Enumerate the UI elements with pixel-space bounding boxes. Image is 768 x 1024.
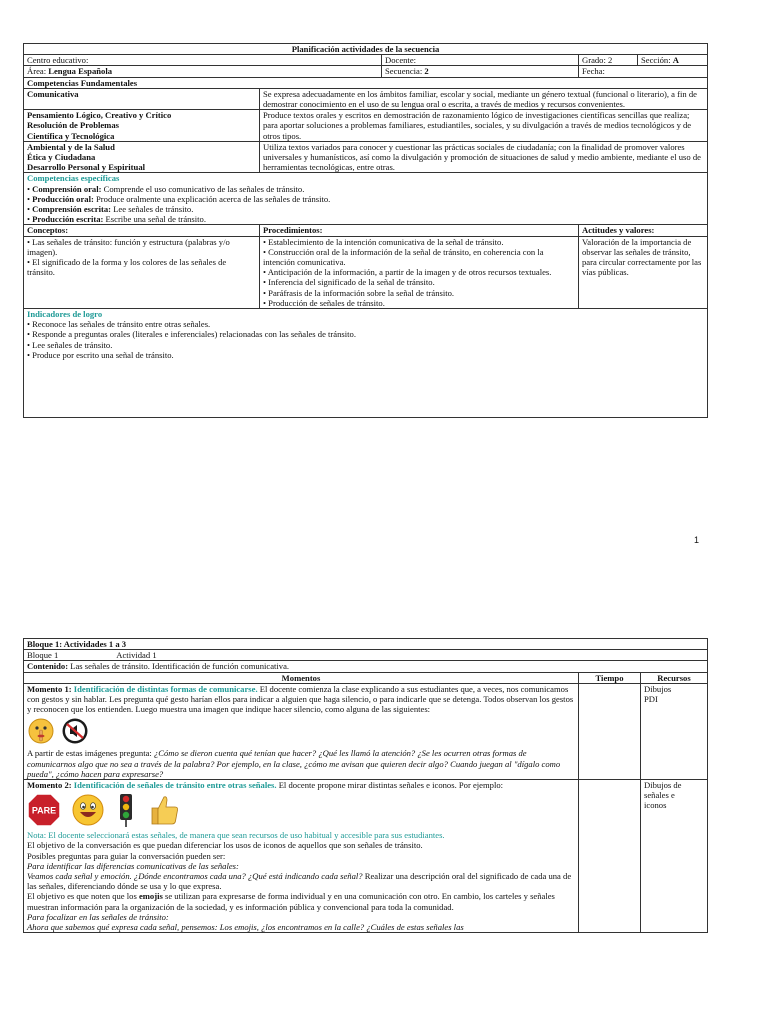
centro-educativo: Centro educativo:: [24, 55, 382, 66]
conceptos-list: • Las señales de tránsito: función y estructura (palabras y/o imagen). • El significado de la forma y los colores de las señales de tránsito.: [24, 236, 260, 308]
momento-2: Momento 2: Identificación de señales de tránsito entre otras señales. El docente propone mirar distintas señales e iconos. Por ejemplo: PARE Nota: El docente seleccionará estas señales, de manera que sean recursos de uso habitual y accesible para sus estudiantes. El objetivo de la conversación es que puedan diferenciar los usos de iconos de aquellos que son señales de tránsito. Posibles preguntas para guiar la conversación pueden ser: Para identificar las diferencias comunicativas de las señales: Veamos cada señal y emoción. ¿Dónde encontramos cada una? ¿Qué está indicando cada señal? Realizar una descripción oral del significado de cada una de las señales, diferenciando dónde se usa y lo que expresa. El objetivo es que noten que los emojis se utilizan para expresarse de forma individual y en una comunicación con otro. En cambio, los carteles y señales muestran información para la organización de la sociedad, y es información pública y convencional para toda la comunidad. Para focalizar en las señales de tránsito: Ahora que sabemos qué expresa cada señal, pensemos: Los emojis, ¿los encontramos en la calle? ¿Cuáles de estas señales las: [24, 780, 579, 933]
momento-1-recursos: Dibujos PDI: [641, 683, 708, 779]
procedimientos-heading: Procedimientos:: [260, 225, 579, 236]
momentos-heading: Momentos: [24, 672, 579, 683]
momento-2-recursos: Dibujos de señales e iconos: [641, 780, 708, 933]
tiempo-heading: Tiempo: [579, 672, 641, 683]
signals-images: [27, 790, 575, 830]
silence-images: [27, 714, 575, 748]
competencia-desc: Se expresa adecuadamente en los ámbitos familiar, escolar y social, mediante un género textual (funcional o literario), a fin de demostrar conocimiento en el uso de su lengua oral o escrita, a través de medios y recursos convenientes.: [260, 88, 708, 109]
stop-sign-text: PARE: [31, 805, 57, 816]
nota: Nota: El docente seleccionará estas señales, de manera que sean recursos de uso habitual y accesible para sus estudiantes.: [27, 830, 445, 841]
competencia-desc: Utiliza textos variados para conocer y cuestionar las prácticas sociales de ciudadanía; con la finalidad de promover valores universales y humanísticos, así como la divulgación y promoción de situaciones de salud y medio ambiente, mediante el uso de herramientas tecnológicas, entre otras.: [260, 141, 708, 173]
momento-1: Momento 1: Identificación de distintas formas de comunicarse. El docente comienza la clase explicando a sus estudiantes que, a veces, nos comunicamos con gestos y sin hablar. Les pregunta qué gesto harían ellos para indicar a alguien que haga silencio, o para indicarle que se detenga. Todos observan los gestos y reconocen que los entienden. Luego muestra una imagen que indique hacer silencio, como alguna de las siguientes: A partir de estas imágenes pregunta: ¿Cómo se dieron cuenta qué tenían que hacer? ¿Qué les llamó la atención? ¿Se les ocurren otras formas de comunicarnos algo que no sea a través de la palabra? Por ejemplo, en la clase, ¿cómo me avisan que quieren decir algo? Cuando juegan al "dígalo como pueda", ¿cómo hacen para expresarse?: [24, 683, 579, 779]
stop-sign-icon: [27, 793, 61, 827]
indicadores-de-logro: Indicadores de logro • Reconoce las señales de tránsito entre otras señales. • Responde a preguntas orales (literales e inferenciales) relacionadas con las señales de tránsito. • Lee señales de tránsito. • Produce por escrito una señal de tránsito.: [24, 309, 708, 418]
competencia-name: Pensamiento Lógico, Creativo y Crítico Resolución de Problemas Científica y Tecnológica: [24, 110, 260, 142]
planning-title: Planificación actividades de la secuencia: [24, 44, 708, 55]
page-2: [0, 600, 768, 1024]
actitudes-text: Valoración de la importancia de observar las señales de tránsito, para circular correctamente por las vías públicas.: [579, 236, 708, 308]
momento-1-tiempo: [579, 683, 641, 779]
bloque-title: Bloque 1: Actividades 1 a 3: [24, 639, 708, 650]
area: Área: Lengua Española: [24, 66, 382, 77]
competencias-especificas: Competencias específicas • Comprensión oral: Comprende el uso comunicativo de las señales de tránsito. • Producción oral: Produce oralmente una explicación acerca de las señales de tránsito. • Comprensión escrita: Lee señales de tránsito. • Producción escrita: Escribe una señal de tránsito.: [24, 173, 708, 225]
thumbs-up-icon: [147, 793, 181, 827]
no-sound-icon: [61, 717, 89, 745]
fecha: Fecha:: [579, 66, 708, 77]
momento-2-tiempo: [579, 780, 641, 933]
secuencia: Secuencia: 2: [382, 66, 579, 77]
conceptos-heading: Conceptos:: [24, 225, 260, 236]
competencias-fundamentales-heading: Competencias Fundamentales: [24, 77, 708, 88]
smiley-emoji-icon: [71, 793, 105, 827]
traffic-light-icon: [115, 793, 137, 827]
competencia-name: Ambiental y de la Salud Ética y Ciudadana Desarrollo Personal y Espiritual: [24, 141, 260, 173]
bloque-actividad: Bloque 1 Actividad 1: [24, 650, 708, 661]
shush-emoji-icon: [27, 717, 55, 745]
page-number: 1: [694, 535, 700, 545]
competencia-desc: Produce textos orales y escritos en demostración de razonamiento lógico de investigaciones científicas sencillas que realiza; para aportar soluciones a problemas familiares, estudiantiles, sociales, y su divulgación a través de medios tecnológicos y de otros tipos.: [260, 110, 708, 142]
contenido: Contenido: Las señales de tránsito. Identificación de función comunicativa.: [24, 661, 708, 672]
procedimientos-list: • Establecimiento de la intención comunicativa de la señal de tránsito. • Construcción oral de la información de la señal de tránsito, en coherencia con la intención comunicativa. • Anticipación de la información, a partir de la imagen y de otros recursos textuales. • Inferencia del significado de la señal de tránsito. • Paráfrasis de la información sobre la señal de tránsito. • Producción de señales de tránsito.: [260, 236, 579, 308]
planning-table: [23, 43, 708, 418]
competencia-name: Comunicativa: [24, 88, 260, 109]
recursos-heading: Recursos: [641, 672, 708, 683]
bloque-table: [23, 638, 708, 933]
page-gap: [0, 560, 768, 600]
actitudes-heading: Actitudes y valores:: [579, 225, 708, 236]
docente: Docente:: [382, 55, 579, 66]
seccion: Sección: A: [638, 55, 708, 66]
grado: Grado: 2: [579, 55, 638, 66]
